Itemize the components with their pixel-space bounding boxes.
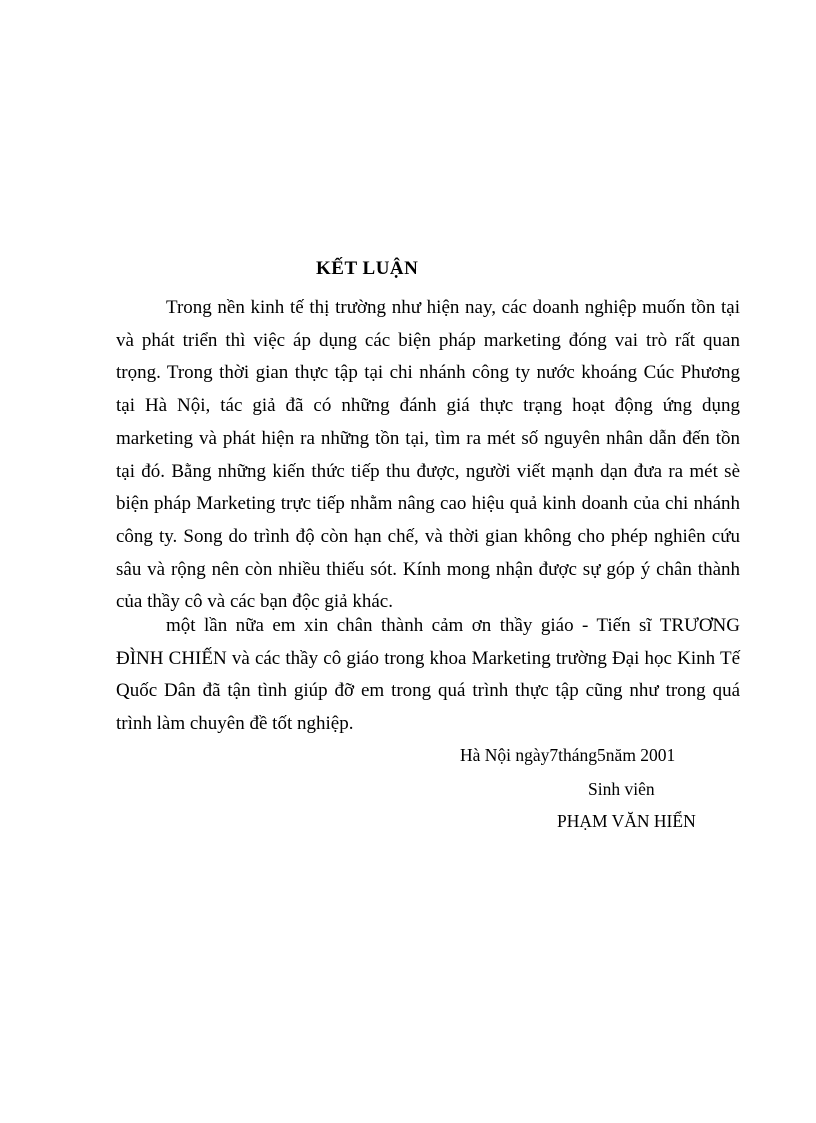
signature-date: Hà Nội ngày7tháng5năm 2001 xyxy=(460,745,676,765)
document-title: KẾT LUẬN xyxy=(316,258,419,279)
signature-role: Sinh viên xyxy=(588,779,655,799)
conclusion-paragraph: Trong nền kinh tế thị trường như hiện nay, các doanh nghiệp muốn tồn tại và phát triển thì việc áp dụng các biện pháp marketing đóng vai trò rất quan trọng. Trong thời gian thực tập tại chi nhánh công ty nước khoáng Cúc Phương tại Hà Nội, tác giả đã có những đánh giá thực trạng hoạt động ứng dụng marketing và phát hiện ra những tồn tại, tìm ra mét số nguyên nhân dẫn đến tồn tại đó. Bằng những kiến thức tiếp thu được, người viết mạnh dạn đưa ra mét sè biện pháp Marketing trực tiếp nhằm nâng cao hiệu quả kinh doanh của chi nhánh công ty. Song do trình độ còn hạn chế, và thời gian không cho phép nghiên cứu sâu và rộng nên còn nhiều thiếu sót. Kính mong nhận được sự góp ý chân thành của thầy cô và các bạn độc giả khác. xyxy=(116,297,740,613)
signature-name: PHẠM VĂN HIỂN xyxy=(557,811,696,831)
acknowledgement-paragraph: một lần nữa em xin chân thành cảm ơn thầy giáo - Tiến sĩ TRƯƠNG ĐÌNH CHIẾN và các thầy cô giáo trong khoa Marketing trường Đại học Kinh Tế Quốc Dân đã tận tình giúp đỡ em trong quá trình thực tập cũng như trong quá trình làm chuyên đề tốt nghiệp. xyxy=(116,615,740,735)
